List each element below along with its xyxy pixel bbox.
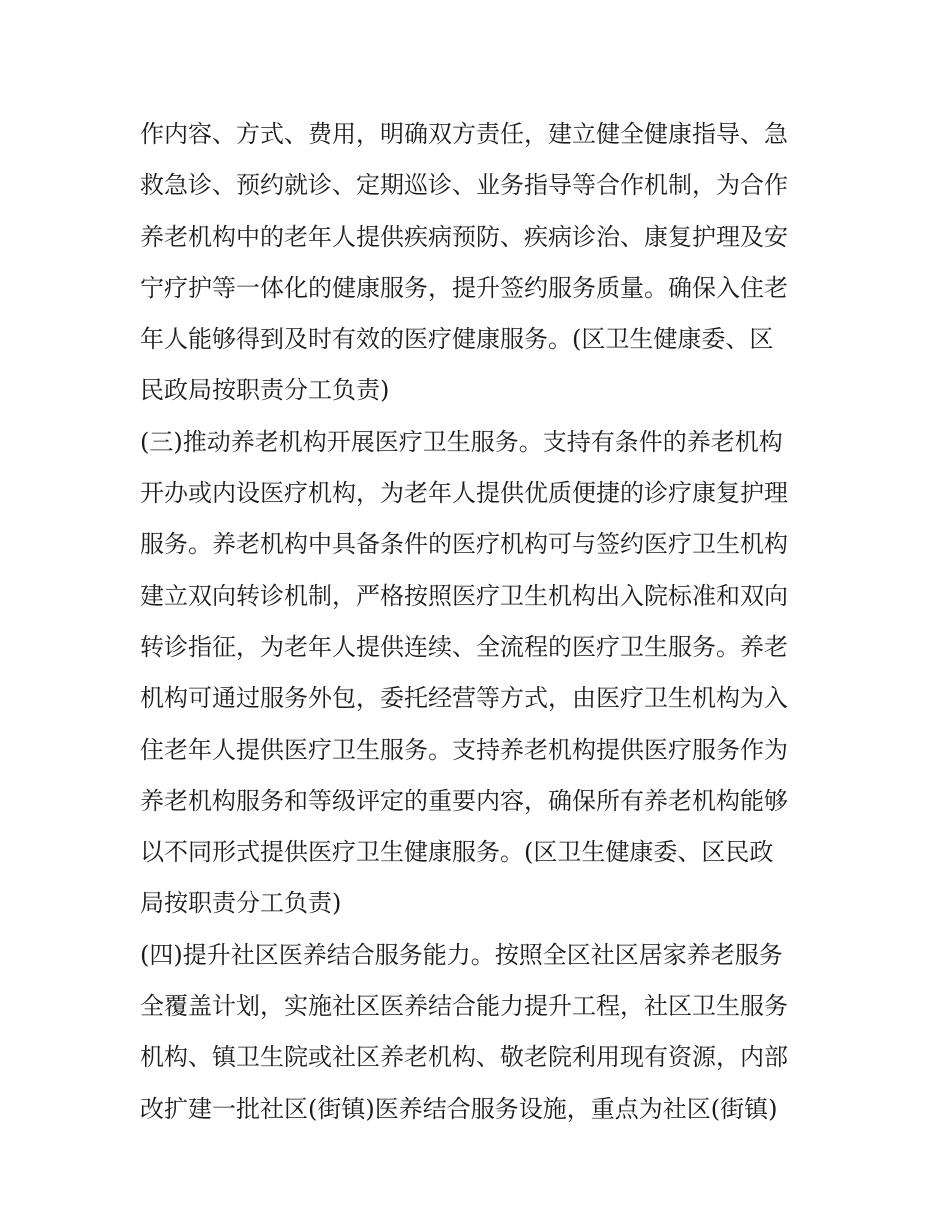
text-line: 年人能够得到及时有效的医疗健康服务。(区卫生健康委、区 bbox=[140, 325, 774, 354]
text-line: 作内容、方式、费用，明确双方责任，建立健全健康指导、急 bbox=[140, 120, 788, 148]
text-line: 转诊指征，为老年人提供连续、全流程的医疗卫生服务。养老 bbox=[140, 632, 788, 661]
text-line: 养老机构中的老年人提供疾病预防、疾病诊治、康复护理及安 bbox=[140, 222, 788, 251]
text-line: 局按职责分工负责) bbox=[140, 889, 342, 918]
text-line: 服务。养老机构中具备条件的医疗机构可与签约医疗卫生机构 bbox=[140, 530, 788, 559]
text-line: 机构可通过服务外包，委托经营等方式，由医疗卫生机构为入 bbox=[140, 684, 788, 713]
text-line: 养老机构服务和等级评定的重要内容，确保所有养老机构能够 bbox=[140, 786, 788, 815]
text-line: 机构、镇卫生院或社区养老机构、敬老院利用现有资源，内部 bbox=[140, 1043, 788, 1072]
document-body bbox=[140, 109, 820, 1135]
text-line: 住老年人提供医疗卫生服务。支持养老机构提供医疗服务作为 bbox=[140, 735, 788, 764]
text-line: 民政局按职责分工负责) bbox=[140, 376, 390, 405]
text-line: 建立双向转诊机制，严格按照医疗卫生机构出入院标准和双向 bbox=[140, 581, 788, 610]
text-line: 开办或内设医疗机构，为老年人提供优质便捷的诊疗康复护理 bbox=[140, 479, 788, 508]
section-heading-line: (四)提升社区医养结合服务能力。按照全区社区居家养老服务 bbox=[140, 940, 783, 969]
section-heading-line: (三)推动养老机构开展医疗卫生服务。支持有条件的养老机构 bbox=[140, 427, 783, 456]
text-line: 救急诊、预约就诊、定期巡诊、业务指导等合作机制，为合作 bbox=[140, 171, 788, 200]
text-line: 全覆盖计划，实施社区医养结合能力提升工程，社区卫生服务 bbox=[140, 992, 788, 1021]
text-line: 改扩建一批社区(街镇)医养结合服务设施，重点为社区(街镇) bbox=[140, 1094, 778, 1123]
text-line: 以不同形式提供医疗卫生健康服务。(区卫生健康委、区民政 bbox=[140, 838, 774, 867]
text-line: 宁疗护等一体化的健康服务，提升签约服务质量。确保入住老 bbox=[140, 273, 788, 302]
